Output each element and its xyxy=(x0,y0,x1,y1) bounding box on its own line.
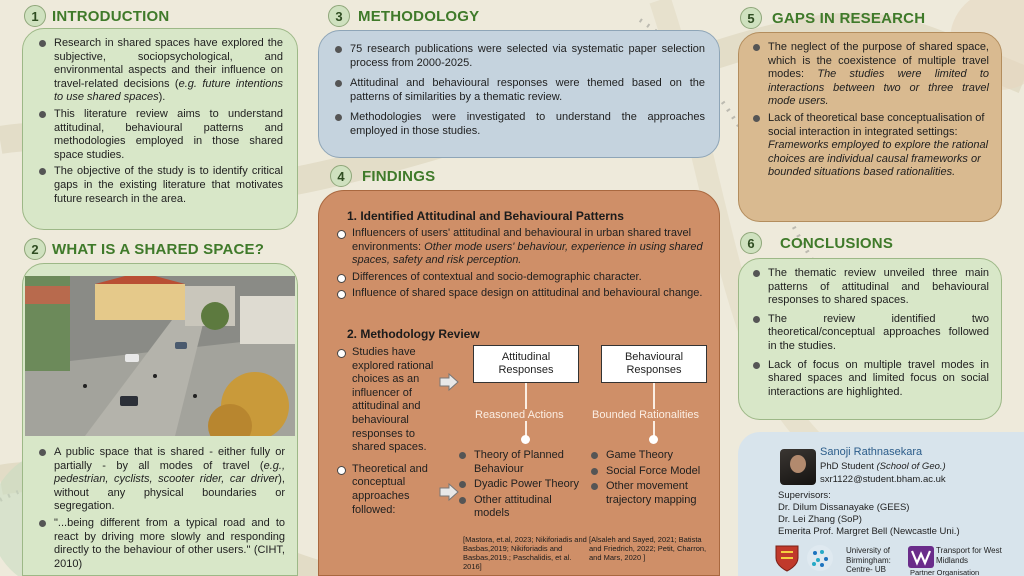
conclusions-bullet: The thematic review unveiled three main patterns of attitudinal and behavioural responses to shared spaces. xyxy=(753,267,989,308)
author-name: Sanoji Rathnasekara xyxy=(820,446,923,458)
shared-space-panel xyxy=(22,263,298,576)
conclusions-bullet: Lack of focus on multiple travel modes in shared spaces and limited focus on social interactions are highlighted. xyxy=(753,359,989,400)
section-title-shared-space: WHAT IS A SHARED SPACE? xyxy=(52,241,265,258)
section-title-introduction: INTRODUCTION xyxy=(52,8,170,25)
uob-logo-text: University of Birmingham: Centre- UB xyxy=(846,546,891,574)
intro-bullet: This literature review aims to understand attitudinal, behavioural patterns and methodologies employed in those shared space studies. xyxy=(39,108,283,162)
findings-panel xyxy=(318,190,720,576)
uob-centre-logo xyxy=(806,544,834,572)
behavioural-theory-item: Game Theory xyxy=(591,449,717,463)
supervisor-name: Dr. Dilum Dissanayake (GEES) xyxy=(778,502,910,513)
supervisor-name: Dr. Lei Zhang (SoP) xyxy=(778,514,862,525)
intro-bullet: The objective of the study is to identify critical gaps in the existing literature that motivates future research in the area. xyxy=(39,165,283,206)
references-behavioural: [Alsaleh and Sayed, 2021; Batista and Friedrich, 2022; Petit, Charron, and Mars, 2020 ] xyxy=(589,535,707,562)
shared-space-photo xyxy=(25,276,295,436)
section-title-conclusions: CONCLUSIONS xyxy=(780,235,894,252)
patterns-bullet: Influencers of users' attitudinal and behavioural in urban shared travel environments: Other mode users' behaviour, experience in using shared spaces, safety and risk perception. xyxy=(337,227,707,268)
author-role xyxy=(820,461,946,472)
tfwm-logo-mark xyxy=(908,546,934,568)
crest-logo xyxy=(774,544,800,572)
patterns-bullet: Differences of contextual and socio-demographic character. xyxy=(337,271,707,285)
section-number-2: 2 xyxy=(24,238,46,260)
arrow-icon xyxy=(439,373,459,391)
supervisors-label: Supervisors: xyxy=(778,490,831,501)
arrow-icon xyxy=(439,483,459,501)
behavioural-theory-item: Social Force Model xyxy=(591,465,717,479)
behavioural-responses-box: Behavioural Responses xyxy=(601,345,707,383)
tfwm-logo-text: Transport for West Midlands xyxy=(936,546,1002,565)
section-title-findings: FINDINGS xyxy=(362,168,436,185)
introduction-panel xyxy=(22,28,298,230)
shared-space-bullet: "...being different from a typical road and to react by driving more slowly and responding directly to the behaviour of other users." (CIHT, 2010) xyxy=(39,517,285,571)
references-attitudinal: [Mastora, et.al, 2023; Nikiforiadis and Basbas,2019; Nikiforiadis and Basbas,2019.; Paschalidis, et al. 2016] xyxy=(463,535,587,571)
reasoned-actions-label: Reasoned Actions xyxy=(475,409,564,421)
conclusions-bullet: The review identified two theoretical/conceptual approaches followed in the studies. xyxy=(753,313,989,354)
section-number-4: 4 xyxy=(330,165,352,187)
tfwm-partner-text: Partner Organisation xyxy=(910,568,980,576)
attitudinal-responses-box: Attitudinal Responses xyxy=(473,345,579,383)
section-number-3: 3 xyxy=(328,5,350,27)
section-number-5: 5 xyxy=(740,7,762,29)
author-role-title: PhD Student xyxy=(820,461,874,472)
behavioural-theory-item: Other movement trajectory mapping xyxy=(591,480,717,507)
intro-bullet: Research in shared spaces have explored the subjective, sociopsychological, and environmental aspects and their influence on travel-related decisions (e.g. future intentions to use shared spaces). xyxy=(39,37,283,105)
connector-dot xyxy=(521,435,530,444)
method-bullet: Methodologies were investigated to understand the approaches employed in those studies. xyxy=(335,111,705,138)
findings-subheading-patterns: 1. Identified Attitudinal and Behavioural Patterns xyxy=(347,209,624,223)
shared-space-bullet: A public space that is shared - either fully or partially - by all modes of travel (e.g., pedestrian, cyclists, scooter rider, car driver), without any physical boundaries or segregation. xyxy=(39,446,285,514)
gaps-bullet: The neglect of the purpose of shared space, which is the coexistence of multiple travel modes: The studies were limited to interactions between two or three travel mode users. xyxy=(753,41,989,109)
attitudinal-theory-item: Theory of Planned Behaviour xyxy=(459,449,587,476)
methodology-panel xyxy=(318,30,720,158)
conclusions-panel xyxy=(738,258,1002,420)
gaps-bullet: Lack of theoretical base conceptualisation of social interaction in integrated settings: Frameworks employed to explore the rational choices are individual causal frameworks or bounded situations based rationalities. xyxy=(753,112,989,180)
author-school: (School of Geo.) xyxy=(876,461,946,472)
method-bullet: 75 research publications were selected via systematic paper selection process from 2000-2025. xyxy=(335,43,705,70)
author-email[interactable]: sxr1122@student.bham.ac.uk xyxy=(820,474,946,485)
attitudinal-theory-item: Other attitudinal models xyxy=(459,494,587,521)
section-number-1: 1 xyxy=(24,5,46,27)
method-review-bullet: Theoretical and conceptual approaches followed: xyxy=(337,463,437,517)
author-avatar xyxy=(780,449,816,485)
method-review-bullet: Studies have explored rational choices as an influencer of attitudinal and behavioural responses to shared spaces. xyxy=(337,346,437,455)
findings-subheading-methodology: 2. Methodology Review xyxy=(347,327,480,341)
method-bullet: Attitudinal and behavioural responses were themed based on the patterns of similarities by a thematic review. xyxy=(335,77,705,104)
bounded-rationalities-label: Bounded Rationalities xyxy=(592,409,700,421)
connector-dot xyxy=(649,435,658,444)
patterns-bullet: Influence of shared space design on attitudinal and behavioural change. xyxy=(337,287,707,301)
section-number-6: 6 xyxy=(740,232,762,254)
attitudinal-theory-item: Dyadic Power Theory xyxy=(459,478,587,492)
section-title-gaps: GAPS IN RESEARCH xyxy=(772,10,926,27)
section-title-methodology: METHODOLOGY xyxy=(358,8,480,25)
supervisor-name: Emerita Prof. Margret Bell (Newcastle Uni.) xyxy=(778,526,960,537)
gaps-panel xyxy=(738,32,1002,222)
